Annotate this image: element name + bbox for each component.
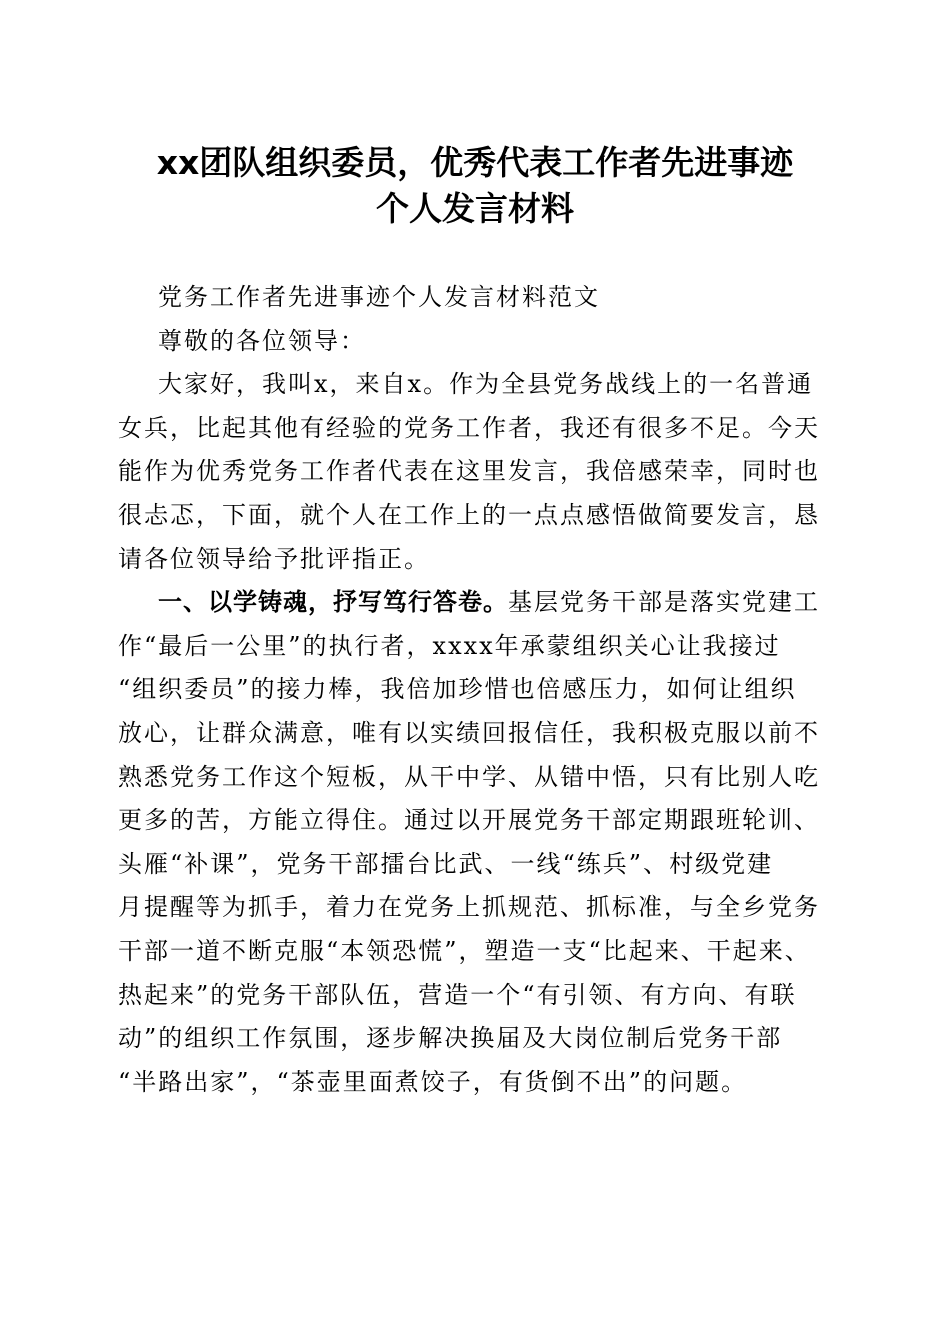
intro-line: 能作为优秀党务工作者代表在这里发言，我倍感荣幸，同时也 [118, 457, 820, 486]
section1-line: 放心，让群众满意，唯有以实绩回报信任，我积极克服以前不 [118, 718, 820, 747]
intro-line: 女兵，比起其他有经验的党务工作者，我还有很多不足。今天 [118, 413, 820, 442]
section1-line: 作“最后一公里”的执行者，xxxx年承蒙组织关心让我接过 [118, 631, 781, 660]
section1-first-line [118, 581, 838, 625]
document-title [80, 140, 870, 232]
title-line-2: 个人发言材料 [376, 189, 574, 228]
section1-line: “半路出家”，“茶壶里面煮饺子，有货倒不出”的问题。 [118, 1067, 748, 1096]
intro-line: 大家好，我叫x，来自x。作为全县党务战线上的一名普通 [158, 370, 814, 399]
title-line-1: xx团队组织委员，优秀代表工作者先进事迹 [156, 143, 794, 182]
section1-line: 月提醒等为抓手，着力在党务上抓规范、抓标准，与全乡党务 [118, 893, 820, 922]
section1-line: 动”的组织工作氛围，逐步解决换届及大岗位制后党务干部 [118, 1024, 783, 1053]
section1-line: 热起来”的党务干部队伍，营造一个“有引领、有方向、有联 [118, 980, 797, 1009]
section1-line: 干部一道不断克服“本领恐慌”，塑造一支“比起来、干起来、 [118, 936, 811, 965]
greeting: 尊敬的各位领导： [158, 326, 366, 355]
section1-line: 头雁“补课”，党务干部擂台比武、一线“练兵”、村级党建 [118, 849, 774, 878]
section1-line: 更多的苦，方能立得住。通过以开展党务干部定期跟班轮训、 [118, 806, 820, 835]
greeting-paragraph [118, 320, 838, 364]
section1-heading: 一、以学铸魂，抒写笃行答卷。 [158, 588, 508, 617]
intro-paragraph [118, 363, 838, 581]
section1-paragraph [118, 581, 838, 1104]
document-body [118, 276, 838, 1104]
intro-line: 很忐忑，下面，就个人在工作上的一点点感悟做简要发言，恳 [118, 500, 820, 529]
section1-line: 熟悉党务工作这个短板，从干中学、从错中悟，只有比别人吃 [118, 762, 820, 791]
section1-line: “组织委员”的接力棒，我倍加珍惜也倍感压力，如何让组织 [118, 675, 797, 704]
intro-line: 请各位领导给予批评指正。 [118, 544, 430, 573]
section1-first-line-text: 基层党务干部是落实党建工 [508, 588, 820, 617]
subtitle: 党务工作者先进事迹个人发言材料范文 [158, 283, 600, 311]
subtitle-paragraph [118, 276, 838, 320]
